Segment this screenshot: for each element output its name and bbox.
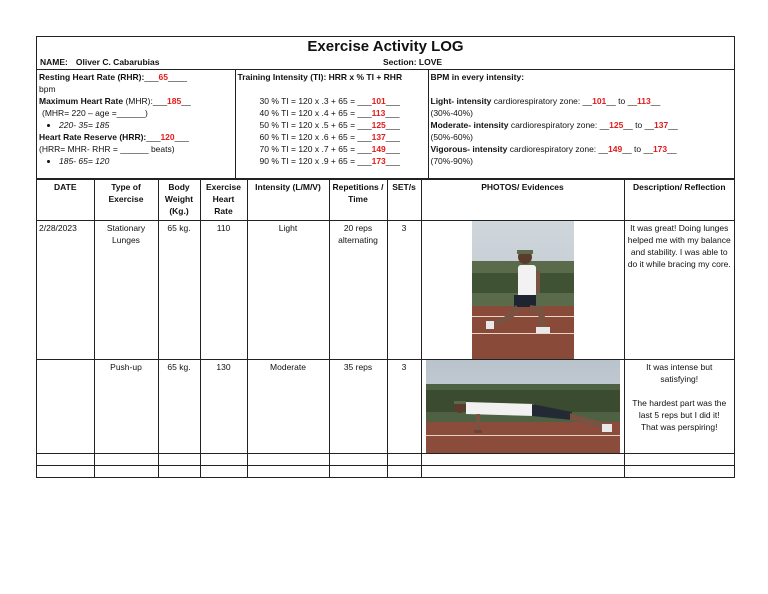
cell-weight: 65 kg.	[158, 360, 200, 454]
col-header-reflection: Description/ Reflection	[624, 180, 734, 221]
exercise-log-table	[37, 179, 734, 477]
document-title: Exercise Activity LOG	[307, 38, 464, 55]
ti-line-70: 70 % TI = 120 x .7 + 65 = ___149___	[259, 144, 400, 154]
col-header-photos: PHOTOS/ Evidences	[421, 180, 624, 221]
col-header-heart-rate: Exercise Heart Rate	[200, 180, 247, 221]
cell-date: 2/28/2023	[37, 221, 94, 360]
hrr-calc: • 185- 65= 120	[59, 155, 233, 167]
cell-reps: 35 reps	[329, 360, 387, 454]
ti-line-30: 30 % TI = 120 x .3 + 65 = ___101___	[259, 96, 400, 106]
moderate-zone: Moderate- intensity cardiorespiratory zone: __125__ to __137__	[430, 120, 678, 130]
cell-date	[37, 360, 94, 454]
exercise-log-document	[36, 36, 735, 478]
ti-line-40: 40 % TI = 120 x .4 + 65 = ___113___	[259, 108, 400, 118]
ti-line-60: 60 % TI = 120 x .6 + 65 = ___137___	[259, 132, 400, 142]
cell-reflection: It was intense but satisfying! The hardest part was the last 5 reps but I did it! That was perspiring!	[624, 360, 734, 454]
cell-intensity: Light	[247, 221, 329, 360]
rhr-value: 65	[158, 72, 169, 82]
col-header-reps: Repetitions / Time	[329, 180, 387, 221]
table-header-row	[37, 180, 734, 221]
col-header-type: Type of Exercise	[94, 180, 158, 221]
cell-heart-rate: 110	[200, 221, 247, 360]
col-header-sets: SET/s	[387, 180, 421, 221]
cell-type: Stationary Lunges	[94, 221, 158, 360]
ti-line-90: 90 % TI = 120 x .9 + 65 = ___173___	[259, 156, 400, 166]
cell-heart-rate: 130	[200, 360, 247, 454]
col-header-date: DATE	[37, 180, 94, 221]
name-section-row	[37, 56, 734, 69]
mhr-value: 185	[167, 96, 182, 106]
section-value: LOVE	[418, 57, 443, 67]
pushup-photo	[422, 360, 625, 453]
heart-rate-cell: Resting Heart Rate (RHR):___65____ bpm Maximum Heart Rate (MHR):___185__ (MHR= 220 – age =______) • 220- 35= 185 Heart Rate Reserve (HRR):___120___ (HRR= MHR- RHR = ______ beats) • 185- 65= 120	[37, 70, 235, 179]
cell-sets: 3	[387, 221, 421, 360]
col-header-weight: Body Weight (Kg.)	[158, 180, 200, 221]
table-row-empty	[37, 466, 734, 478]
table-row	[37, 221, 734, 360]
cell-weight: 65 kg.	[158, 221, 200, 360]
training-intensity-cell: Training Intensity (TI): HRR x % TI + RHR 30 % TI = 120 x .3 + 65 = ___101___ 40 % TI = 120 x .4 + 65 = ___113___ 50 % TI = 120 x .5 + 65 = ___125___ 60 % TI = 120 x .6 + 65 = ___137___ 70 % TI = 120 x .7 + 65 = ___149___ 90 % TI = 120 x .9 + 65 = ___173___	[235, 70, 428, 179]
cell-intensity: Moderate	[247, 360, 329, 454]
hrr-value: 120	[160, 132, 175, 142]
light-zone: Light- intensity cardiorespiratory zone: __101__ to __113__	[430, 96, 661, 106]
cell-sets: 3	[387, 360, 421, 454]
lunges-photo	[422, 221, 625, 359]
mhr-calc: • 220- 35= 185	[59, 119, 233, 131]
bpm-intensity-cell: BPM in every intensity: Light- intensity cardiorespiratory zone: __101__ to __113__ (30%-40%) Moderate- intensity cardiorespiratory zone: __125__ to __137__ (50%-60%) Vigorous- intensity cardiorespiratory zone: __149__ to __173__ (70%-90%)	[428, 70, 734, 179]
ti-line-50: 50 % TI = 120 x .5 + 65 = ___125___	[259, 120, 400, 130]
name-value: Oliver C. Cabarubias	[75, 57, 160, 67]
name-field: NAME: Oliver C. Cabarubias	[40, 57, 160, 67]
cell-reps: 20 reps alternating	[329, 221, 387, 360]
table-row-empty	[37, 454, 734, 466]
vigorous-zone: Vigorous- intensity cardiorespiratory zone: __149__ to __173__	[430, 144, 677, 154]
cell-reflection: It was great! Doing lunges helped me with my balance and stability. I was able to do it while bracing my core.	[624, 221, 734, 360]
section-field: Section: LOVE	[383, 57, 443, 67]
heart-rate-info-table	[37, 69, 734, 179]
table-row	[37, 360, 734, 454]
cell-photo	[421, 360, 624, 454]
col-header-intensity: Intensity (L/M/V)	[247, 180, 329, 221]
cell-photo	[421, 221, 624, 360]
cell-type: Push-up	[94, 360, 158, 454]
